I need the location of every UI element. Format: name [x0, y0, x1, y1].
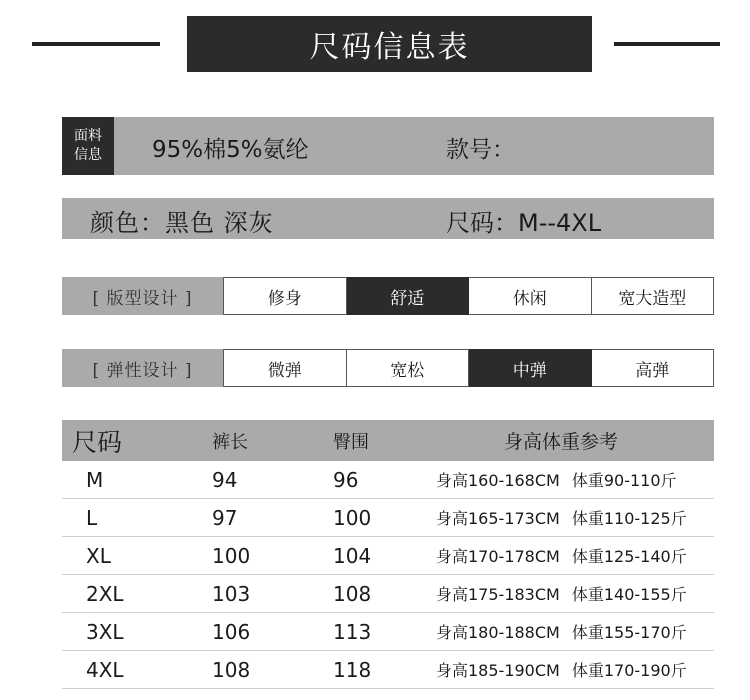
cell-height: 身高180-188CM: [436, 623, 560, 642]
cell-length: 103: [212, 581, 251, 606]
title-rule-right: [614, 42, 720, 46]
size-table: [62, 420, 714, 689]
fit-option: 休闲: [469, 277, 592, 315]
cell-height: 身高175-183CM: [436, 585, 560, 604]
stretch-option: 高弹: [592, 349, 715, 387]
title-rule-left: [32, 42, 160, 46]
cell-height: 身高185-190CM: [436, 661, 560, 680]
size-table-header: [62, 420, 714, 461]
stretch-design-label: [ 弹性设计 ]: [62, 349, 223, 387]
cell-reference: [432, 620, 714, 643]
stretch-option: 中弹: [469, 349, 592, 387]
cell-reference: [432, 468, 714, 491]
stretch-option: 宽松: [347, 349, 470, 387]
fabric-info-tag: [62, 117, 114, 175]
cell-length: 97: [212, 505, 238, 530]
cell-weight: 体重155-170斤: [571, 623, 687, 642]
cell-size: 4XL: [86, 657, 124, 682]
fabric-tag-line1: 面料: [74, 128, 102, 144]
cell-reference: [432, 658, 714, 681]
table-row: [62, 499, 714, 537]
cell-height: 身高165-173CM: [436, 509, 560, 528]
cell-hip: 118: [333, 657, 372, 682]
cell-hip: 104: [333, 543, 372, 568]
table-row: [62, 651, 714, 689]
cell-size: L: [86, 505, 98, 530]
cell-size: M: [86, 467, 104, 492]
cell-height: 身高160-168CM: [436, 471, 560, 490]
cell-hip: 100: [333, 505, 372, 530]
fit-option: 宽大造型: [592, 277, 715, 315]
color-options: 颜色：黑色 深灰: [90, 209, 274, 237]
table-row: [62, 461, 714, 499]
cell-size: 2XL: [86, 581, 124, 606]
header-reference: 身高体重参考: [504, 431, 619, 453]
stretch-design-row: [62, 349, 714, 387]
cell-weight: 体重140-155斤: [571, 585, 687, 604]
fit-option: 修身: [223, 277, 347, 315]
style-number: 款号：: [446, 137, 515, 163]
cell-height: 身高170-178CM: [436, 547, 560, 566]
fit-option: 舒适: [347, 277, 470, 315]
fit-design-row: [62, 277, 714, 315]
cell-weight: 体重110-125斤: [571, 509, 687, 528]
header-length: 裤长: [212, 431, 248, 453]
table-row: [62, 537, 714, 575]
size-range: 尺码：M--4XL: [446, 209, 602, 237]
header-size: 尺码: [72, 427, 123, 457]
cell-reference: [432, 582, 714, 605]
cell-reference: [432, 544, 714, 567]
table-row: [62, 613, 714, 651]
cell-hip: 108: [333, 581, 372, 606]
page-title: 尺码信息表: [187, 16, 592, 72]
cell-size: 3XL: [86, 619, 124, 644]
cell-weight: 体重170-190斤: [571, 661, 687, 680]
cell-reference: [432, 506, 714, 529]
table-row: [62, 575, 714, 613]
cell-size: XL: [86, 543, 111, 568]
cell-length: 100: [212, 543, 251, 568]
cell-hip: 96: [333, 467, 359, 492]
stretch-option: 微弹: [223, 349, 347, 387]
fabric-composition: 95%棉5%氨纶: [152, 137, 309, 163]
cell-length: 106: [212, 619, 251, 644]
cell-length: 94: [212, 467, 238, 492]
fabric-tag-line2: 信息: [74, 147, 102, 163]
cell-hip: 113: [333, 619, 372, 644]
cell-weight: 体重125-140斤: [571, 547, 687, 566]
cell-weight: 体重90-110斤: [571, 471, 677, 490]
cell-length: 108: [212, 657, 251, 682]
header-hip: 臀围: [333, 431, 369, 453]
fit-design-label: [ 版型设计 ]: [62, 277, 223, 315]
